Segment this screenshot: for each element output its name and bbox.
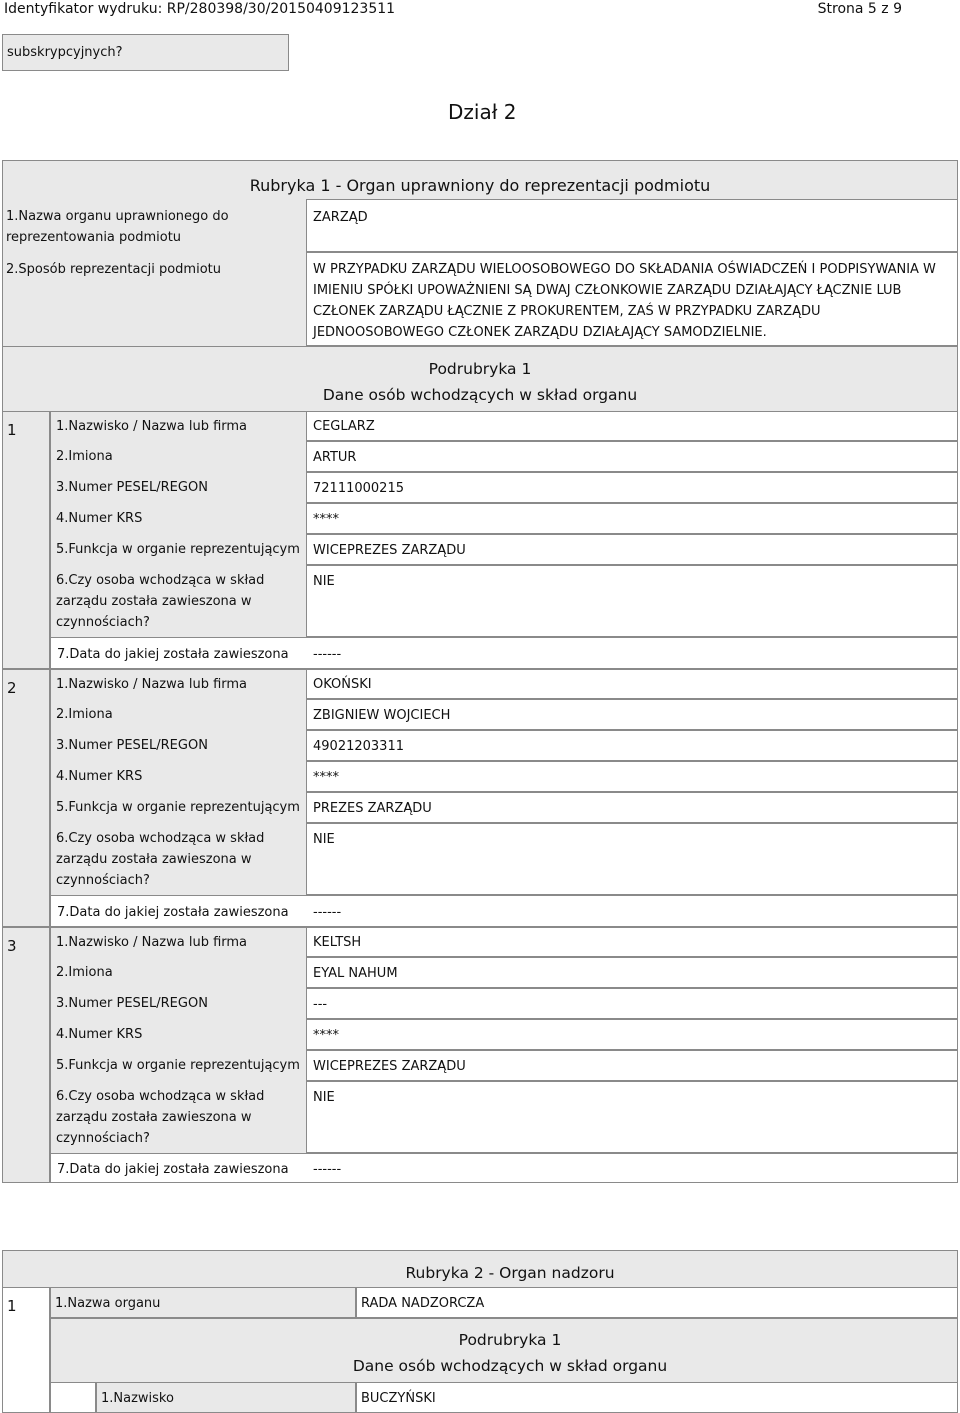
rubric2-subrubric-title: Podrubryka 1: [458, 1331, 562, 1349]
repr-value-cell: W PRZYPADKU ZARZĄDU WIELOOSOBOWEGO DO SKŁADANIA OŚWIADCZEŃ I PODPISYWANIA W IMIENIU SPÓŁKI UPOWAŻNIENI SĄ DWAJ CZŁONKOWIE ZARZĄDU DZIAŁAJĄCY ŁĄCZNIE LUB CZŁONEK ZARZĄDU ŁĄCZNIE Z PROKURENTEM, ZAŚ W PRZYPADKU ZARZĄDU JEDNOOSOBOWEGO CZŁONEK ZARZĄDU DZIAŁAJĄCY SAMODZIELNIE.: [306, 252, 958, 346]
pesel-label: 3.Numer PESEL/REGON: [56, 738, 208, 753]
krs-value: ****: [313, 1028, 339, 1043]
rubric2-org-label-cell: [50, 1287, 356, 1318]
names-cell: [306, 699, 958, 730]
names-cell: [306, 441, 958, 472]
suspended-date-row: [50, 637, 958, 669]
pesel-cell: [306, 988, 958, 1019]
suspended-date-row: [50, 1153, 958, 1183]
surname-label: 1.Nazwisko / Nazwa lub firma: [56, 935, 248, 950]
function-value: WICEPREZES ZARZĄDU: [313, 1059, 466, 1074]
suspended-date-label: 7.Data do jakiej została zawieszona: [57, 1162, 289, 1177]
org-name-label: 1.Nazwa organu uprawnionego do reprezentowania podmiotu: [6, 209, 229, 245]
function-cell: [306, 792, 958, 823]
krs-cell: [306, 1019, 958, 1050]
suspended-label: 6.Czy osoba wchodząca w skład zarządu została zawieszona w czynnościach?: [56, 1089, 265, 1146]
surname-cell: [306, 669, 958, 699]
subrubric1-title: Podrubryka 1: [428, 360, 532, 378]
print-identifier: Identyfikator wydruku: RP/280398/30/20150409123511: [4, 1, 396, 17]
function-label: 5.Funkcja w organie reprezentującym: [56, 1058, 300, 1073]
surname-label: 1.Nazwisko / Nazwa lub firma: [56, 677, 248, 692]
org-name-value-cell: ZARZĄD: [306, 199, 958, 252]
krs-cell: [306, 503, 958, 534]
names-label: 2.Imiona: [56, 707, 113, 722]
function-label: 5.Funkcja w organie reprezentującym: [56, 800, 300, 815]
krs-value: ****: [313, 512, 339, 527]
suspended-date-label: 7.Data do jakiej została zawieszona: [57, 647, 289, 662]
names-value: ARTUR: [313, 450, 357, 465]
pesel-value: 72111000215: [313, 481, 404, 496]
krs-label: 4.Numer KRS: [56, 1027, 143, 1042]
repr-label: 2.Sposób reprezentacji podmiotu: [6, 262, 221, 277]
rubric2-number-cell: 1: [2, 1287, 50, 1413]
suspended-cell: [306, 565, 958, 637]
pesel-value: ---: [313, 997, 328, 1012]
function-label: 5.Funkcja w organie reprezentującym: [56, 542, 300, 557]
function-cell: [306, 1050, 958, 1081]
rubric2-subrubric-subtitle: Dane osób wchodzących w skład organu: [352, 1357, 668, 1375]
names-value: EYAL NAHUM: [313, 966, 398, 981]
rubric1-title: Rubryka 1 - Organ uprawniony do reprezentacji podmiotu: [249, 176, 711, 195]
pesel-label: 3.Numer PESEL/REGON: [56, 996, 208, 1011]
names-value: ZBIGNIEW WOJCIECH: [313, 708, 451, 723]
krs-value: ****: [313, 770, 339, 785]
surname-value: CEGLARZ: [313, 419, 375, 434]
suspended-value: NIE: [313, 832, 335, 847]
section-title: Dział 2: [448, 100, 517, 124]
rubric2-person-number-cell: [50, 1382, 96, 1413]
names-label: 2.Imiona: [56, 965, 113, 980]
previous-page-fragment: subskrypcyjnych?: [2, 34, 289, 71]
rubric2-surname-label-cell: [96, 1382, 356, 1413]
pesel-cell: [306, 472, 958, 503]
names-cell: [306, 957, 958, 988]
rubric2-surname-value-cell: [356, 1382, 958, 1413]
pesel-value: 49021203311: [313, 739, 404, 754]
suspended-date-value: ------: [313, 647, 342, 662]
function-value: WICEPREZES ZARZĄDU: [313, 543, 466, 558]
surname-value: OKOŃSKI: [313, 677, 372, 692]
surname-cell: [306, 411, 958, 441]
krs-label: 4.Numer KRS: [56, 511, 143, 526]
surname-label: 1.Nazwisko / Nazwa lub firma: [56, 419, 248, 434]
rubric2-surname-label: 1.Nazwisko: [101, 1391, 174, 1406]
rubric2-org-value: RADA NADZORCZA: [361, 1296, 485, 1311]
krs-cell: [306, 761, 958, 792]
suspended-date-value: ------: [313, 905, 342, 920]
person-number-cell: 2: [2, 669, 50, 927]
suspended-value: NIE: [313, 574, 335, 589]
suspended-label: 6.Czy osoba wchodząca w skład zarządu została zawieszona w czynnościach?: [56, 831, 265, 888]
pesel-label: 3.Numer PESEL/REGON: [56, 480, 208, 495]
suspended-date-value: ------: [313, 1162, 342, 1177]
person-number-cell: 1: [2, 411, 50, 669]
suspended-date-row: [50, 895, 958, 927]
subrubric1-subtitle: Dane osób wchodzących w skład organu: [322, 386, 638, 404]
page-number: Strona 5 z 9: [817, 1, 902, 17]
rubric2-title: Rubryka 2 - Organ nadzoru: [405, 1264, 615, 1282]
suspended-cell: [306, 1081, 958, 1153]
rubric2-org-value-cell: [356, 1287, 958, 1318]
names-label: 2.Imiona: [56, 449, 113, 464]
suspended-value: NIE: [313, 1090, 335, 1105]
function-value: PREZES ZARZĄDU: [313, 801, 432, 816]
pesel-cell: [306, 730, 958, 761]
function-cell: [306, 534, 958, 565]
surname-value: KELTSH: [313, 935, 362, 950]
suspended-label: 6.Czy osoba wchodząca w skład zarządu została zawieszona w czynnościach?: [56, 573, 265, 630]
person-number-cell: 3: [2, 927, 50, 1183]
krs-label: 4.Numer KRS: [56, 769, 143, 784]
surname-cell: [306, 927, 958, 957]
rubric2-surname-value: BUCZYŃSKI: [361, 1391, 436, 1406]
suspended-cell: [306, 823, 958, 895]
suspended-date-label: 7.Data do jakiej została zawieszona: [57, 905, 289, 920]
rubric2-org-label: 1.Nazwa organu: [55, 1296, 161, 1311]
